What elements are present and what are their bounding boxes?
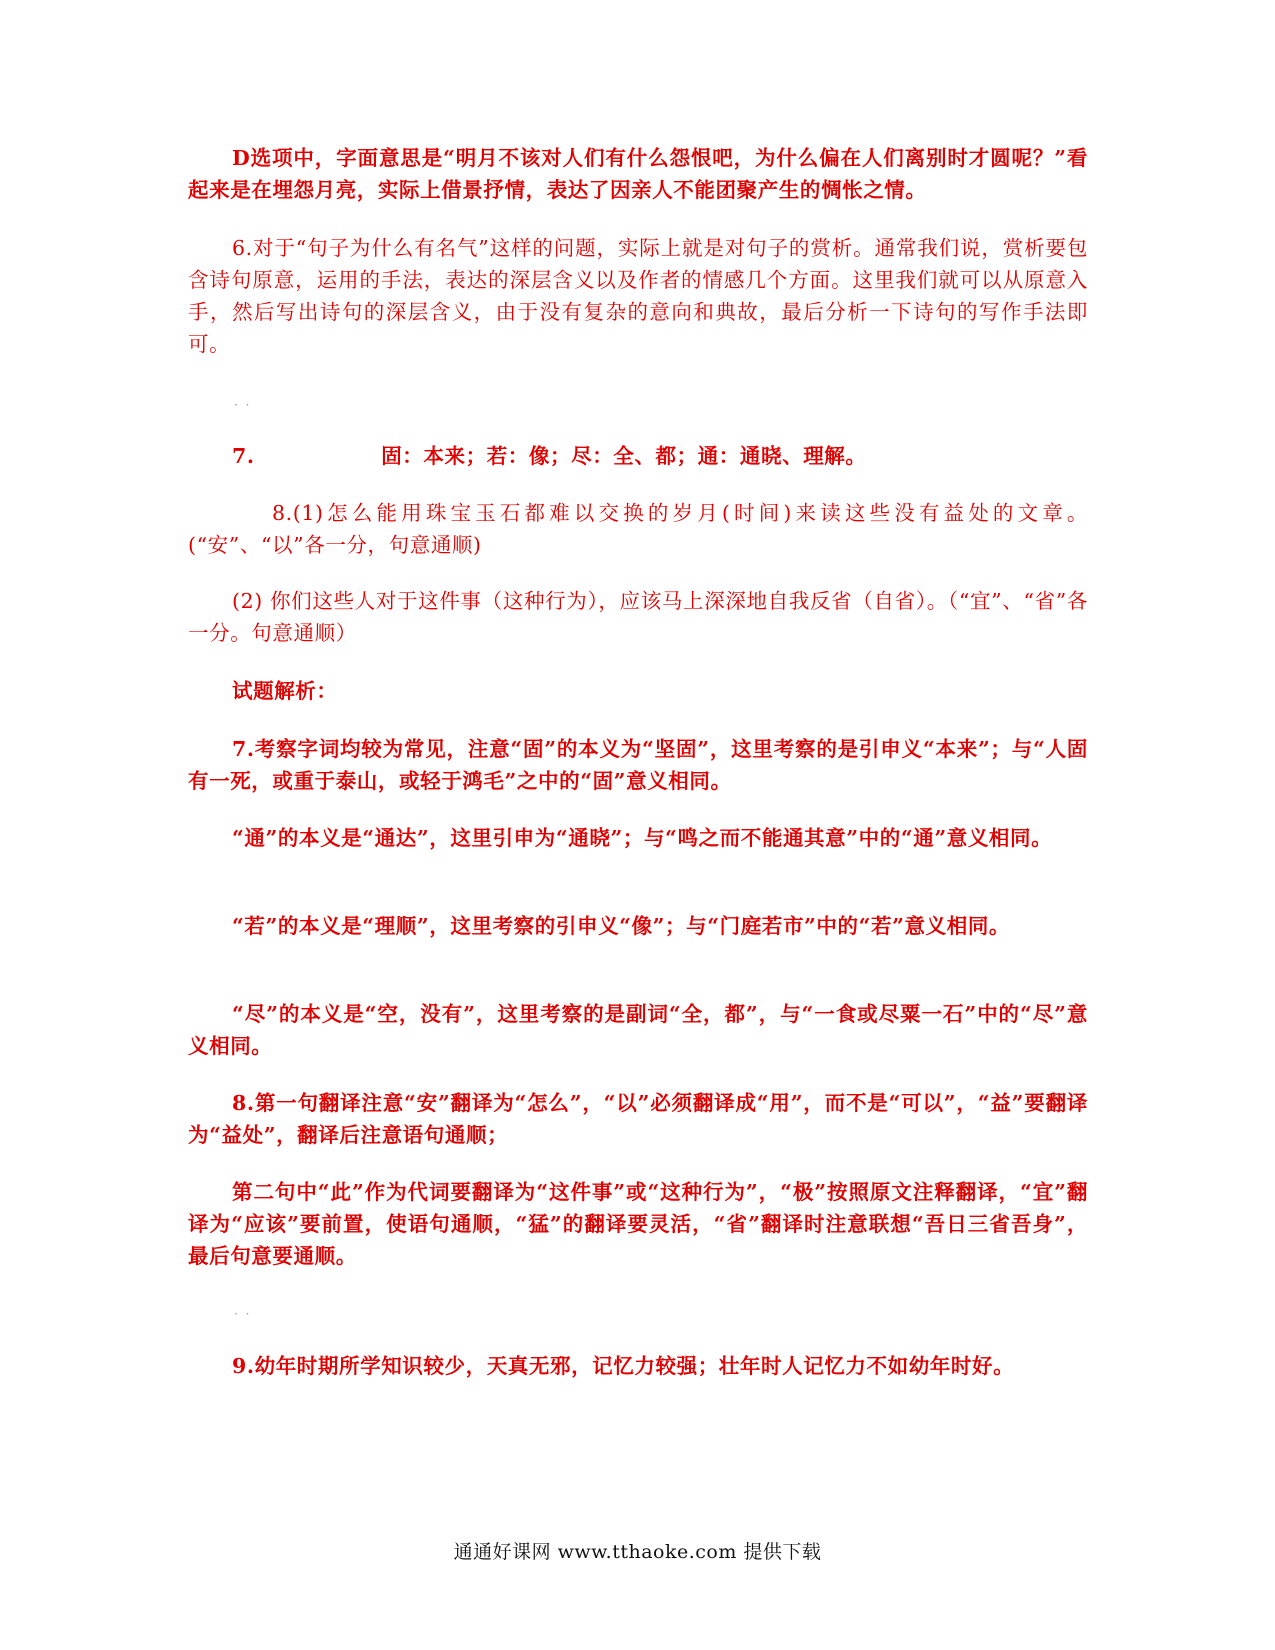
blank-line-mark: · · <box>234 1307 252 1321</box>
paragraph-answer-6: 6.对于“句子为什么有名气”这样的问题，实际上就是对句子的赏析。通常我们说，赏析要包含诗句原意，运用的手法，表达的深层含义以及作者的情感几个方面。这里我们就可以从原意入手，然后写出诗句的深层含义，由于没有复杂的意向和典故，最后分析一下诗句的写作手法即可。 <box>188 236 1088 356</box>
section-heading-analysis: 试题解析： <box>232 679 338 703</box>
blank-line-mark: · · <box>234 398 252 412</box>
paragraph-analysis-tong: “通”的本义是“通达”，这里引申为“通晓”；与“鸣之而不能通其意”中的“通”意义相同。 <box>232 826 1053 850</box>
paragraph-answer-9: 9.幼年时期所学知识较少，天真无邪，记忆力较强；壮年时人记忆力不如幼年时好。 <box>232 1354 1015 1378</box>
paragraph-answer-7: 7. 固：本来；若：像；尽：全、都；通：通晓、理解。 <box>232 444 867 468</box>
paragraph-analysis-jin: “尽”的本义是“空，没有”，这里考察的是副词“全，都”，与“一食或尽粟一石”中的“尽”意义相同。 <box>188 1002 1088 1058</box>
paragraph-analysis-7-gu: 7.考察字词均较为常见，注意“固”的本义为“坚固”，这里考察的是引申义“本来”；与“人固有一死，或重于泰山，或轻于鸿毛”之中的“固”意义相同。 <box>188 737 1088 793</box>
paragraph-analysis-8-second: 第二句中“此”作为代词要翻译为“这件事”或“这种行为”，“极”按照原文注释翻译，“宜”翻译为“应该”要前置，使语句通顺，“猛”的翻译要灵活，“省”翻译时注意联想“吾日三省吾身”，最后句意要通顺。 <box>188 1180 1089 1268</box>
paragraph-answer-8-2: (2) 你们这些人对于这件事（这种行为），应该马上深深地自我反省（自省）。（“宜”、“省”各一分。句意通顺） <box>188 589 1088 645</box>
paragraph-answer-8-1: 8.(1)怎么能用珠宝玉石都难以交换的岁月(时间)来读这些没有益处的文章。(“安”、“以”各一分，句意通顺) <box>188 501 1088 557</box>
paragraph-analysis-ruo: “若”的本义是“理顺”，这里考察的引申义“像”；与“门庭若市”中的“若”意义相同。 <box>232 914 1011 938</box>
page-footer: 通通好课网 www.tthaoke.com 提供下载 <box>453 1541 822 1563</box>
paragraph-option-d: D选项中，字面意思是“明月不该对人们有什么怨恨吧，为什么偏在人们离别时才圆呢？”看起来是在埋怨月亮，实际上借景抒情，表达了因亲人不能团聚产生的惆怅之情。 <box>188 146 1088 202</box>
paragraph-analysis-8-first: 8.第一句翻译注意“安”翻译为“怎么”，“以”必须翻译成“用”，而不是“可以”，“益”要翻译为“益处”，翻译后注意语句通顺； <box>188 1091 1088 1147</box>
